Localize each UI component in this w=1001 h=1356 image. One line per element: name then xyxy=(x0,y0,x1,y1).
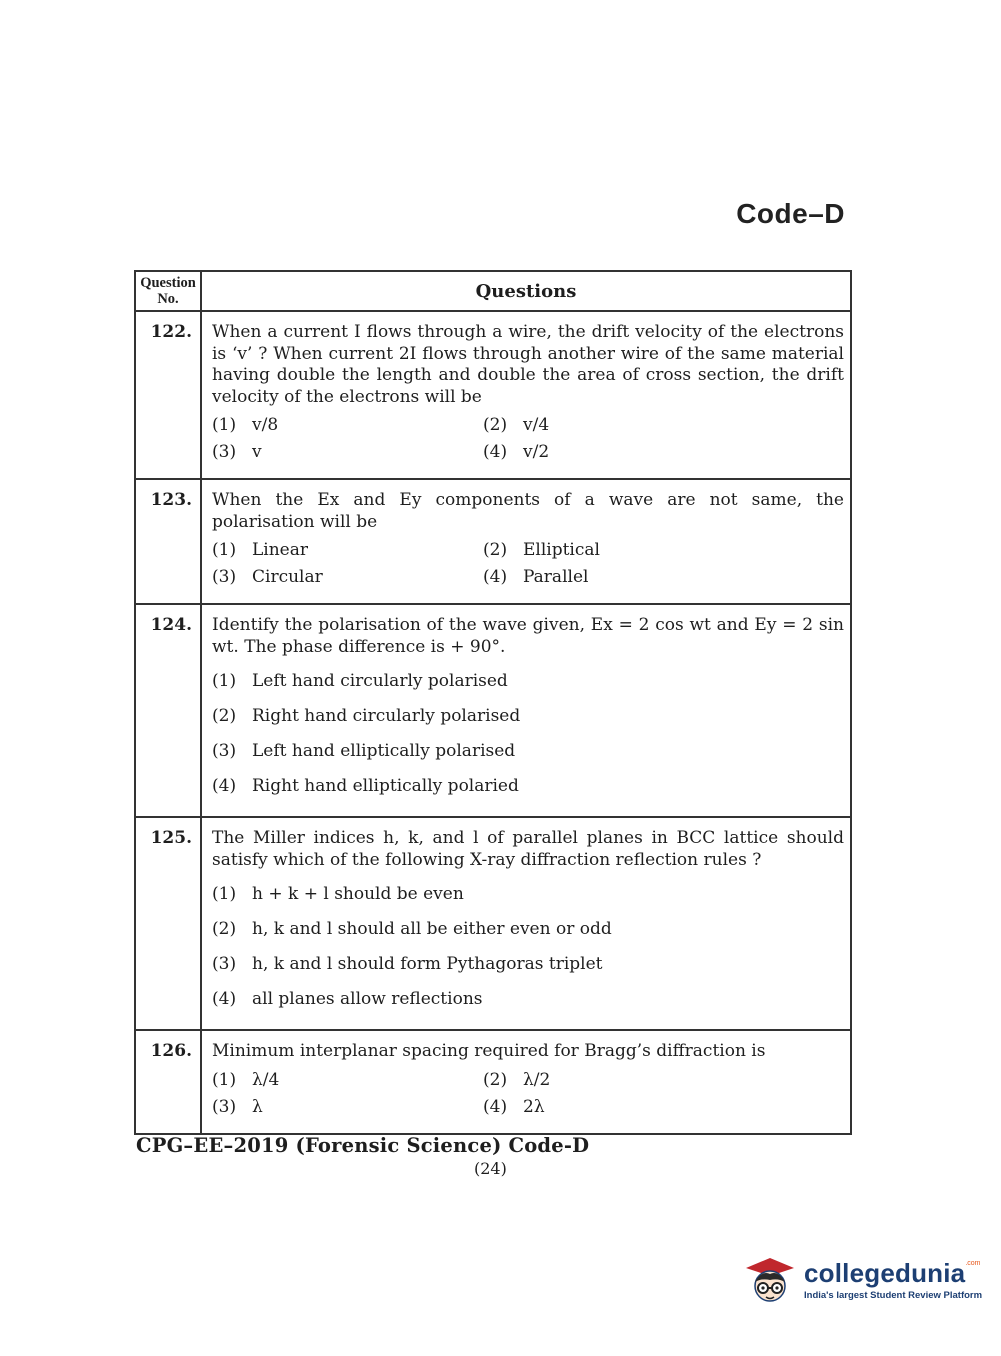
option-3: (3) v xyxy=(212,442,262,462)
question-text: When a current I flows through a wire, the drift velocity of the electrons is ‘v’ ? When current 2I flows through another wire of the same material having double the length and double the area of cross section, the drift velocity of the electrons will be xyxy=(212,322,844,407)
question-text: When the Ex and Ey components of a wave are not same, the polarisation will be xyxy=(212,490,844,532)
option-3: (3) h, k and l should form Pythagoras triplet xyxy=(212,954,603,974)
question-number: 123. xyxy=(135,479,201,604)
collegedunia-logo xyxy=(742,1252,982,1308)
question-number: 122. xyxy=(135,311,201,479)
question-body xyxy=(201,817,851,1030)
option-1: (1) h + k + l should be even xyxy=(212,884,464,904)
code-label: Code–D xyxy=(736,198,845,229)
header-question-no: Question No. xyxy=(135,271,201,311)
option-2: (2) h, k and l should all be either even or odd xyxy=(212,919,612,939)
logo-dotcom: .com xyxy=(965,1259,981,1267)
question-text: The Miller indices h, k, and l of parallel planes in BCC lattice should satisfy which of the following X-ray diffraction reflection rules ? xyxy=(212,828,844,870)
question-text: Identify the polarisation of the wave given, Ex = 2 cos wt and Ey = 2 sin wt. The phase difference is + 90°. xyxy=(212,615,844,657)
option-1: (1) Left hand circularly polarised xyxy=(212,671,508,691)
option-3: (3) Left hand elliptically polarised xyxy=(212,741,516,761)
option-4: (4) Right hand elliptically polaried xyxy=(212,776,519,796)
logo-tagline: India's largest Student Review Platform xyxy=(804,1289,983,1301)
mascot-icon xyxy=(742,1252,798,1308)
options xyxy=(212,1067,844,1121)
option-1: (1) λ/4 xyxy=(212,1069,280,1090)
question-row-126 xyxy=(135,1030,851,1134)
option-1: (1) Linear xyxy=(212,540,308,560)
header-questions: Questions xyxy=(201,271,851,311)
question-body xyxy=(201,311,851,479)
option-4: (4) Parallel xyxy=(483,567,589,587)
question-body xyxy=(201,1030,851,1134)
question-text: Minimum interplanar spacing required for Bragg’s diffraction is xyxy=(212,1041,766,1061)
option-2: (2) v/4 xyxy=(483,415,550,435)
question-row-122 xyxy=(135,311,851,479)
logo-name: collegedunia xyxy=(804,1257,966,1288)
option-2: (2) Elliptical xyxy=(483,540,600,560)
options xyxy=(212,664,844,804)
question-number: 124. xyxy=(135,604,201,817)
footer-exam-code: CPG–EE–2019 (Forensic Science) Code-D xyxy=(136,1134,590,1157)
page-number: (24) xyxy=(474,1159,507,1178)
options xyxy=(212,877,844,1017)
question-number: 125. xyxy=(135,817,201,1030)
question-table xyxy=(134,270,852,1135)
question-body xyxy=(201,604,851,817)
options xyxy=(212,412,844,466)
option-4: (4) 2λ xyxy=(483,1096,545,1117)
options xyxy=(212,537,844,591)
option-3: (3) Circular xyxy=(212,567,323,587)
table-header-row xyxy=(135,271,851,311)
question-row-124 xyxy=(135,604,851,817)
question-row-123 xyxy=(135,479,851,604)
question-body xyxy=(201,479,851,604)
question-number: 126. xyxy=(135,1030,201,1134)
option-4: (4) v/2 xyxy=(483,442,550,462)
logo-text xyxy=(804,1257,983,1301)
option-2: (2) λ/2 xyxy=(483,1069,551,1090)
question-row-125 xyxy=(135,817,851,1030)
option-3: (3) λ xyxy=(212,1096,263,1117)
option-1: (1) v/8 xyxy=(212,415,279,435)
option-4: (4) all planes allow reflections xyxy=(212,989,483,1009)
option-2: (2) Right hand circularly polarised xyxy=(212,706,521,726)
